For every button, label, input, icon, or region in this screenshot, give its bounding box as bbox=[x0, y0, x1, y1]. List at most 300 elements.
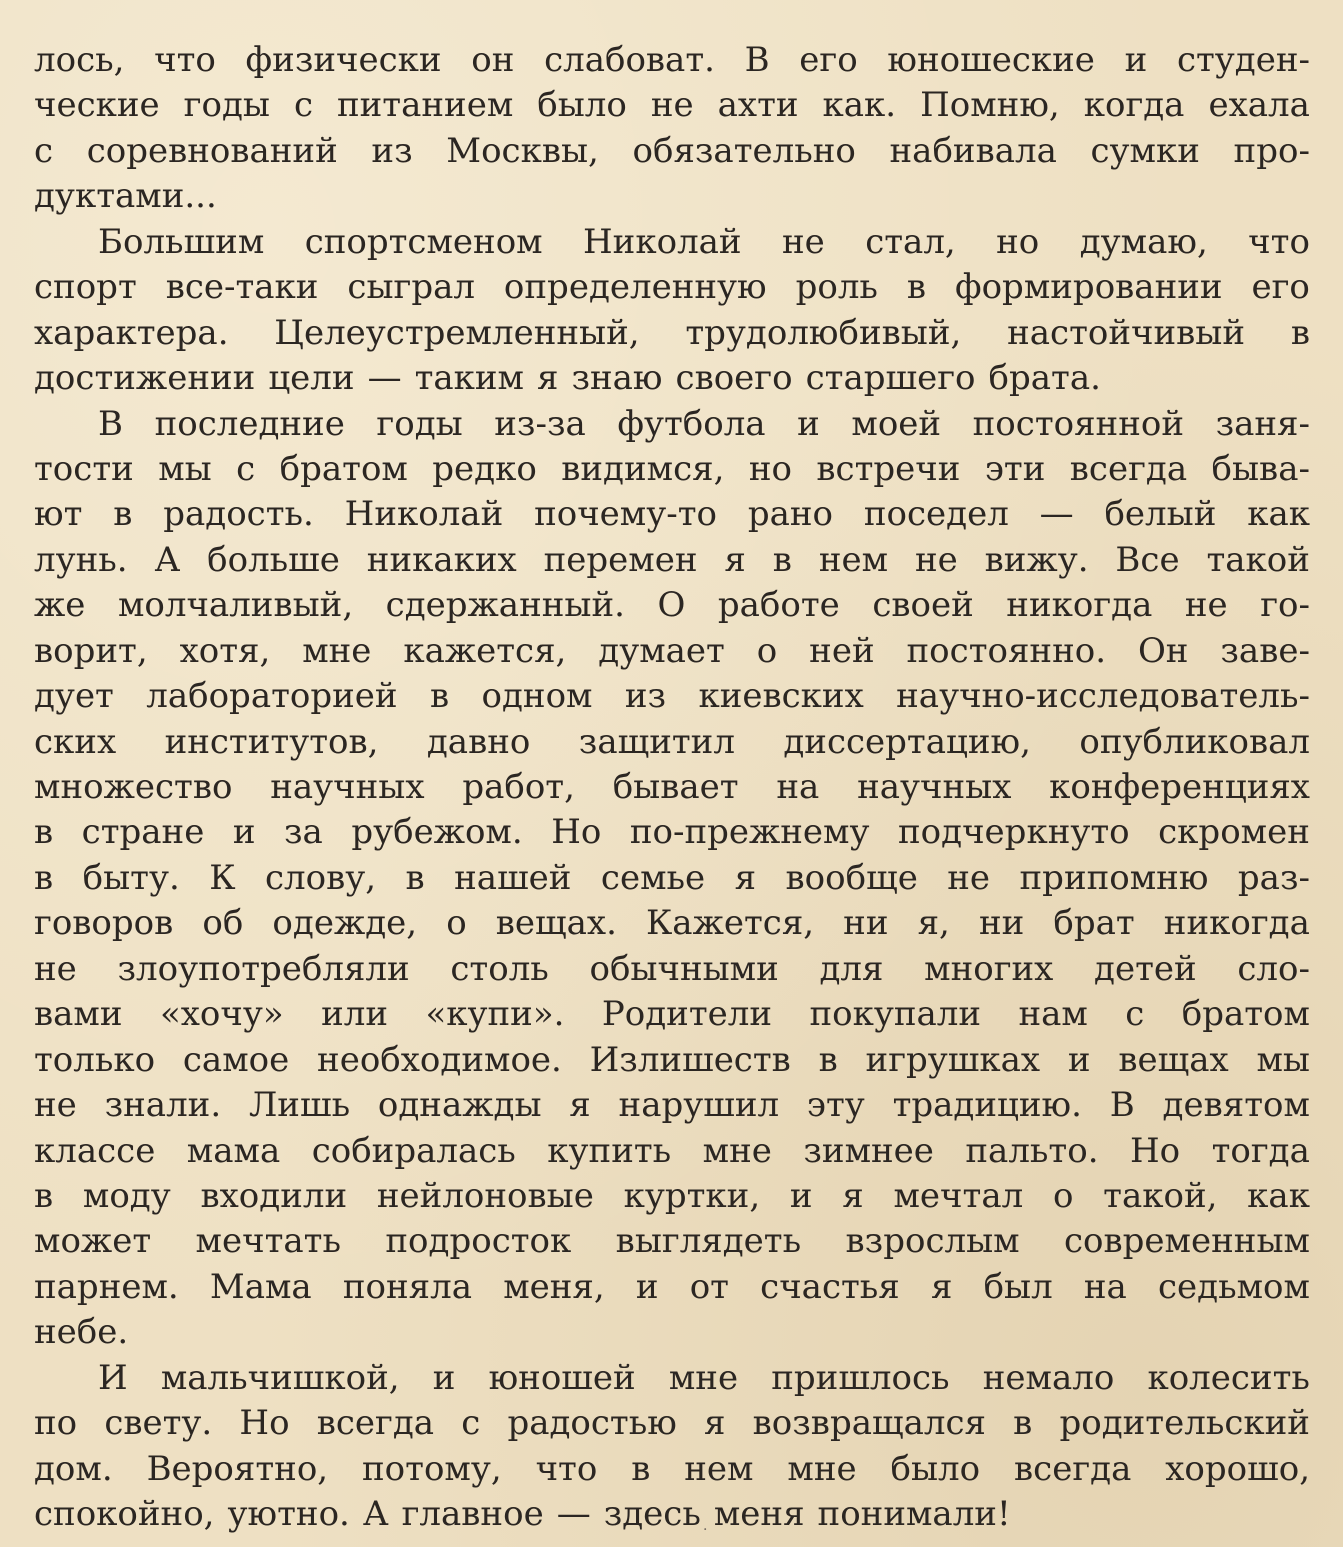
text-line bbox=[34, 1174, 1310, 1219]
word: всегда bbox=[316, 1403, 435, 1444]
word: настойчивый bbox=[1007, 312, 1246, 353]
word: для bbox=[819, 948, 884, 989]
word: думаю, bbox=[1079, 221, 1208, 262]
word: скромен bbox=[1158, 812, 1310, 853]
word: бывает bbox=[612, 767, 739, 807]
word: «купи». bbox=[425, 994, 565, 1035]
word: уютно. bbox=[227, 1494, 350, 1534]
word: с bbox=[236, 448, 256, 489]
word: юношей bbox=[488, 1357, 636, 1398]
word: В bbox=[1109, 1085, 1135, 1126]
ink-speck: · bbox=[703, 1522, 708, 1538]
word: не bbox=[782, 221, 825, 262]
text-line bbox=[34, 674, 1310, 719]
word: брата. bbox=[988, 358, 1101, 399]
word: что bbox=[1248, 221, 1310, 262]
word: Но bbox=[1130, 1130, 1181, 1171]
word: спокойно, bbox=[34, 1494, 215, 1534]
word: ни bbox=[978, 903, 1025, 944]
text-line bbox=[34, 1310, 1310, 1355]
word: раз- bbox=[1237, 857, 1310, 898]
word: был bbox=[983, 1266, 1053, 1307]
word: главное bbox=[401, 1494, 544, 1534]
text-line bbox=[34, 174, 1310, 219]
word: Помню, bbox=[920, 85, 1060, 126]
word: защитил bbox=[578, 721, 735, 762]
text-line bbox=[34, 356, 1310, 401]
word: когда bbox=[1083, 85, 1185, 126]
word: о bbox=[1052, 1175, 1074, 1216]
word: необходимое. bbox=[317, 1039, 562, 1080]
word: покупали bbox=[809, 994, 982, 1035]
word: студен- bbox=[1176, 40, 1310, 80]
word: питанием bbox=[336, 85, 514, 126]
word: быту. bbox=[82, 857, 180, 898]
word: потому, bbox=[362, 1448, 502, 1489]
word: трудолюбивый, bbox=[685, 312, 962, 353]
word: рубежом. bbox=[351, 812, 523, 853]
word: вообще bbox=[785, 857, 918, 898]
word: говоров bbox=[34, 903, 174, 944]
word: В bbox=[98, 403, 123, 444]
word: И bbox=[98, 1357, 128, 1398]
word: последние bbox=[154, 403, 345, 444]
word: подросток bbox=[385, 1221, 572, 1262]
word: парнем. bbox=[34, 1266, 179, 1307]
word: институтов, bbox=[164, 721, 379, 762]
word: с bbox=[34, 130, 54, 171]
word: нашей bbox=[454, 857, 572, 898]
word: братом bbox=[279, 448, 408, 489]
word: ней bbox=[809, 630, 875, 671]
word: Он bbox=[1137, 630, 1189, 671]
word: Николай bbox=[583, 221, 742, 262]
word: брат bbox=[1053, 903, 1135, 944]
word: мне bbox=[668, 1357, 739, 1398]
word: я bbox=[930, 1266, 953, 1307]
word: в bbox=[772, 539, 792, 580]
word: таким bbox=[414, 358, 524, 399]
word: радость. bbox=[163, 494, 314, 535]
word: такой, bbox=[1103, 1175, 1218, 1216]
word: и bbox=[432, 1357, 456, 1398]
word: хотя, bbox=[179, 630, 271, 671]
word: небе. bbox=[34, 1312, 129, 1353]
text-line bbox=[34, 720, 1310, 765]
word: видимся, bbox=[561, 448, 725, 489]
text-line bbox=[34, 856, 1310, 901]
word: Целеустремленный, bbox=[274, 312, 640, 353]
word: здесь bbox=[603, 1494, 701, 1534]
word: современным bbox=[1064, 1221, 1310, 1262]
word: перемен bbox=[543, 539, 698, 580]
word: и bbox=[635, 1266, 659, 1307]
word: вижу. bbox=[984, 539, 1089, 580]
word: диссертацию, bbox=[783, 721, 1031, 762]
word: не bbox=[34, 1085, 77, 1126]
word: девятом bbox=[1162, 1085, 1310, 1126]
word: хорошо, bbox=[1165, 1448, 1310, 1489]
word: дом. bbox=[34, 1448, 113, 1489]
word: что bbox=[535, 1448, 598, 1489]
word: Но bbox=[239, 1403, 290, 1444]
text-line bbox=[34, 947, 1310, 992]
word: вами bbox=[34, 994, 123, 1035]
word: меня bbox=[713, 1494, 805, 1534]
word: что bbox=[154, 40, 216, 80]
word: не bbox=[914, 539, 958, 580]
word: мечтал bbox=[893, 1175, 1024, 1216]
word: — bbox=[556, 1494, 591, 1534]
word: пальто. bbox=[965, 1130, 1099, 1171]
word: семье bbox=[600, 857, 706, 898]
word: нем bbox=[818, 539, 889, 580]
word: Кажется, bbox=[645, 903, 815, 944]
word: цели bbox=[268, 358, 355, 399]
word: Излишеств bbox=[589, 1039, 791, 1080]
word: в bbox=[631, 1448, 651, 1489]
text-line bbox=[34, 38, 1310, 83]
word: молчаливый, bbox=[117, 585, 354, 626]
word: набивала bbox=[889, 130, 1057, 171]
word: куртки, bbox=[623, 1175, 761, 1216]
word: по-прежнему bbox=[629, 812, 870, 853]
word: никаких bbox=[366, 539, 517, 580]
word: «хочу» bbox=[159, 994, 284, 1035]
word: тогда bbox=[1211, 1130, 1310, 1171]
word: спорт bbox=[34, 267, 137, 308]
word: мне bbox=[787, 1448, 857, 1489]
word: в bbox=[906, 267, 927, 308]
word: Большим bbox=[98, 221, 265, 262]
word: знаю bbox=[571, 358, 663, 399]
text-line bbox=[34, 1129, 1310, 1174]
word: научных bbox=[857, 767, 1012, 807]
text-line bbox=[34, 810, 1310, 855]
word: было bbox=[890, 1448, 981, 1489]
text-line bbox=[34, 129, 1310, 174]
word: радостью bbox=[507, 1403, 677, 1444]
word: о bbox=[446, 903, 467, 944]
word: соревнований bbox=[86, 130, 338, 171]
word: на bbox=[1083, 1266, 1127, 1307]
word: спортсменом bbox=[304, 221, 543, 262]
word: годы bbox=[376, 403, 463, 444]
word: эту bbox=[806, 1085, 865, 1126]
word: было bbox=[537, 85, 627, 126]
word: и bbox=[789, 1175, 813, 1216]
word: белый bbox=[1104, 494, 1217, 535]
word: возвращался bbox=[752, 1403, 986, 1444]
word: Москвы, bbox=[446, 130, 599, 171]
word: в bbox=[405, 857, 425, 898]
word: я bbox=[842, 1175, 864, 1216]
text-line bbox=[34, 265, 1310, 310]
word: заве- bbox=[1220, 630, 1310, 671]
word: моду bbox=[82, 1175, 171, 1216]
word: такой bbox=[1206, 539, 1310, 580]
page-text bbox=[34, 38, 1310, 1537]
text-line bbox=[34, 220, 1310, 265]
word: традицию. bbox=[892, 1085, 1082, 1126]
word: и bbox=[1067, 1039, 1091, 1080]
word: заня- bbox=[1215, 403, 1310, 444]
word: нарушил bbox=[618, 1085, 780, 1126]
word: в bbox=[113, 494, 133, 535]
word: всегда bbox=[1014, 1448, 1132, 1489]
word: как. bbox=[822, 85, 897, 126]
word: ских bbox=[34, 721, 117, 762]
word: в bbox=[34, 812, 54, 853]
word: только bbox=[34, 1039, 156, 1080]
word: как bbox=[1247, 1175, 1310, 1216]
word: нам bbox=[1018, 994, 1088, 1035]
word: зимнее bbox=[803, 1130, 934, 1171]
word: в bbox=[34, 857, 54, 898]
word: одном bbox=[481, 676, 593, 717]
word: всегда bbox=[1069, 448, 1188, 489]
text-line bbox=[34, 1083, 1310, 1128]
word: мы bbox=[158, 448, 212, 489]
word: однажды bbox=[377, 1085, 542, 1126]
word: пришлось bbox=[771, 1357, 950, 1398]
word: своей bbox=[872, 585, 974, 626]
word: из bbox=[624, 676, 667, 717]
word: роль bbox=[795, 267, 878, 308]
word: самое bbox=[182, 1039, 290, 1080]
word: поседел bbox=[863, 494, 1009, 535]
word: характера. bbox=[34, 312, 229, 353]
word: физически bbox=[245, 40, 442, 80]
word: меня, bbox=[503, 1266, 605, 1307]
word: постоянно. bbox=[906, 630, 1107, 671]
word: я bbox=[569, 1085, 591, 1126]
text-line bbox=[34, 1038, 1310, 1083]
word: ворит, bbox=[34, 630, 148, 671]
text-line bbox=[34, 492, 1310, 537]
word: не bbox=[650, 85, 694, 126]
text-line bbox=[34, 538, 1310, 583]
word: кажется, bbox=[403, 630, 567, 671]
word: вещах. bbox=[495, 903, 617, 944]
text-line bbox=[34, 1219, 1310, 1264]
word: все-таки bbox=[165, 267, 319, 308]
word: мне bbox=[702, 1130, 772, 1171]
word: сдержанный. bbox=[385, 585, 625, 626]
word: игрушках bbox=[865, 1039, 1041, 1080]
word: столь bbox=[450, 948, 549, 989]
word: эти bbox=[984, 448, 1046, 489]
word: в bbox=[34, 1175, 54, 1216]
text-line bbox=[34, 629, 1310, 674]
word: я bbox=[704, 1403, 726, 1444]
word: же bbox=[34, 585, 86, 626]
word: мне bbox=[302, 630, 372, 671]
word: братом bbox=[1181, 994, 1310, 1035]
word: мальчишкой, bbox=[160, 1357, 400, 1398]
word: — bbox=[367, 358, 402, 399]
word: множество bbox=[34, 767, 233, 807]
word: я bbox=[724, 539, 746, 580]
word: больше bbox=[207, 539, 340, 580]
word: и bbox=[1124, 40, 1148, 80]
word: А bbox=[362, 1494, 389, 1534]
word: слову, bbox=[265, 857, 377, 898]
word: от bbox=[689, 1266, 729, 1307]
word: родительский bbox=[1059, 1403, 1310, 1444]
word: его bbox=[1251, 267, 1310, 308]
word: но bbox=[996, 221, 1040, 262]
word: сло- bbox=[1237, 948, 1310, 989]
text-line bbox=[34, 992, 1310, 1037]
word: и bbox=[797, 403, 820, 444]
word: его bbox=[799, 40, 858, 80]
word: встречи bbox=[816, 448, 961, 489]
word: стал, bbox=[865, 221, 956, 262]
word: мечтать bbox=[195, 1221, 341, 1262]
word: работе bbox=[717, 585, 840, 626]
word: Мама bbox=[209, 1266, 312, 1307]
word: достижении bbox=[34, 358, 256, 399]
word: купить bbox=[547, 1130, 672, 1171]
word: про- bbox=[1233, 130, 1310, 171]
text-line bbox=[34, 1447, 1310, 1492]
word: рано bbox=[747, 494, 834, 535]
word: не bbox=[34, 948, 77, 989]
word: дует bbox=[34, 676, 114, 717]
text-line bbox=[34, 901, 1310, 946]
text-line bbox=[34, 1401, 1310, 1446]
word: вещах bbox=[1118, 1039, 1229, 1080]
word: Лишь bbox=[248, 1085, 351, 1126]
word: выглядеть bbox=[615, 1221, 802, 1262]
word: об bbox=[202, 903, 244, 944]
text-line bbox=[34, 583, 1310, 628]
word: сумки bbox=[1090, 130, 1200, 171]
word: редко bbox=[432, 448, 537, 489]
word: научных bbox=[270, 767, 425, 807]
word: немало bbox=[982, 1357, 1115, 1398]
word: своего bbox=[675, 358, 793, 399]
word: в bbox=[1013, 1403, 1033, 1444]
word: из bbox=[371, 130, 413, 171]
word: он bbox=[471, 40, 515, 80]
word: дуктами... bbox=[34, 176, 217, 217]
text-line bbox=[34, 765, 1310, 810]
word: моей bbox=[851, 403, 942, 444]
word: или bbox=[321, 994, 389, 1035]
word: припомню bbox=[1019, 857, 1209, 898]
word: счастья bbox=[760, 1266, 900, 1307]
word: нейлоновые bbox=[376, 1175, 594, 1216]
word: К bbox=[209, 857, 236, 898]
word: сыграл bbox=[347, 267, 475, 308]
word: поняла bbox=[342, 1266, 473, 1307]
word: я bbox=[537, 358, 559, 399]
word: мама bbox=[186, 1130, 281, 1171]
word: собиралась bbox=[311, 1130, 516, 1171]
word: думает bbox=[598, 630, 725, 671]
word: Николай bbox=[344, 494, 504, 535]
text-line bbox=[34, 1356, 1310, 1401]
text-line bbox=[34, 1265, 1310, 1310]
word: быва- bbox=[1211, 448, 1310, 489]
word: футбола bbox=[617, 403, 766, 444]
word: научно-исследователь- bbox=[896, 676, 1310, 717]
word: ни bbox=[843, 903, 889, 944]
text-line bbox=[34, 311, 1310, 356]
word: старшего bbox=[805, 358, 976, 399]
word: не bbox=[1184, 585, 1228, 626]
word: я, bbox=[917, 903, 950, 944]
text-line bbox=[34, 83, 1310, 128]
word: злоупотребляли bbox=[117, 948, 410, 989]
word: колесить bbox=[1147, 1357, 1310, 1398]
word: лабораторией bbox=[146, 676, 398, 717]
word: лунь. bbox=[34, 539, 128, 580]
word: и bbox=[232, 812, 256, 853]
word: взрослым bbox=[845, 1221, 1020, 1262]
word: киевских bbox=[698, 676, 864, 717]
word: годы bbox=[183, 85, 270, 126]
word: в bbox=[1290, 312, 1310, 353]
word: понимали! bbox=[817, 1494, 1011, 1534]
word: я bbox=[734, 857, 757, 898]
text-line bbox=[34, 402, 1310, 447]
word: может bbox=[34, 1221, 152, 1262]
word: постоянной bbox=[972, 403, 1184, 444]
text-line bbox=[34, 447, 1310, 492]
word: одежде, bbox=[272, 903, 418, 944]
word: классе bbox=[34, 1130, 156, 1171]
word: давно bbox=[426, 721, 531, 762]
word: многих bbox=[924, 948, 1054, 989]
word: в bbox=[818, 1039, 838, 1080]
word: знали. bbox=[104, 1085, 222, 1126]
word: обычными bbox=[589, 948, 779, 989]
word: ахти bbox=[717, 85, 799, 126]
word: обязательно bbox=[632, 130, 856, 171]
word: определенную bbox=[503, 267, 767, 308]
word: Но bbox=[551, 812, 602, 853]
word: юношеские bbox=[887, 40, 1095, 80]
word: на bbox=[776, 767, 820, 807]
word: работ, bbox=[462, 767, 575, 807]
word: по bbox=[34, 1403, 78, 1444]
word: — bbox=[1039, 494, 1074, 535]
word: с bbox=[461, 1403, 481, 1444]
word: нем bbox=[684, 1448, 754, 1489]
word: формировании bbox=[954, 267, 1223, 308]
word: В bbox=[744, 40, 770, 80]
word: детей bbox=[1094, 948, 1197, 989]
word: стране bbox=[81, 812, 205, 853]
word: но bbox=[748, 448, 792, 489]
text-line bbox=[34, 1492, 1310, 1537]
word: Родители bbox=[601, 994, 773, 1035]
word: в bbox=[429, 676, 450, 717]
word: седьмом bbox=[1157, 1266, 1310, 1307]
word: почему-то bbox=[534, 494, 718, 535]
word: с bbox=[1125, 994, 1145, 1035]
word: А bbox=[154, 539, 181, 580]
word: входили bbox=[200, 1175, 348, 1216]
word: Вероятно, bbox=[146, 1448, 329, 1489]
word: подчеркнуто bbox=[898, 812, 1130, 853]
word: го- bbox=[1260, 585, 1310, 626]
word: опубликовал bbox=[1079, 721, 1310, 762]
word: не bbox=[947, 857, 991, 898]
